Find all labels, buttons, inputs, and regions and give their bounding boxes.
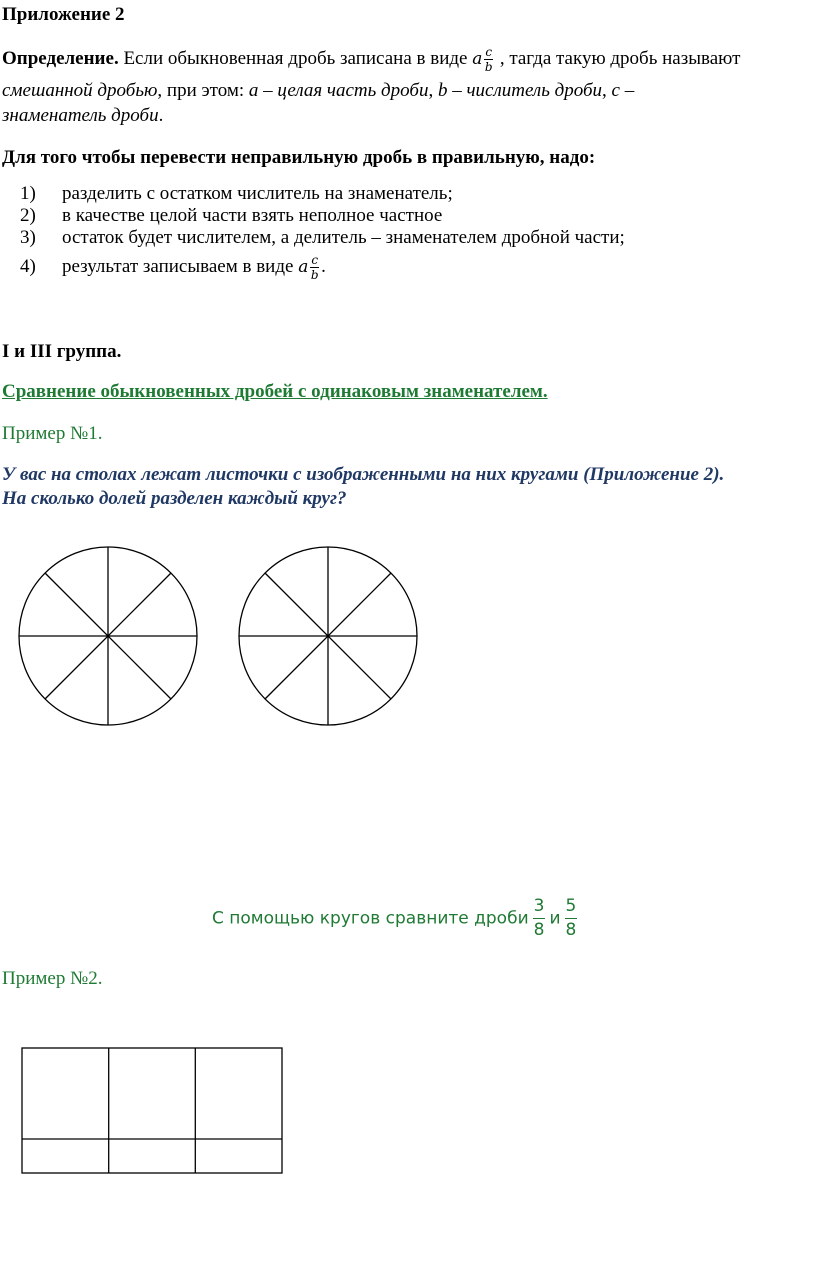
definition-sep-2: , [602, 80, 612, 101]
fraction-3-8 [533, 898, 546, 939]
example-1-question-line-1: У вас на столах лежат листочки с изображенными на них кругами (Приложение 2). [2, 464, 725, 485]
list-item [20, 183, 625, 205]
definition-term: смешанной дробью [2, 80, 158, 101]
definition-text-3: , при этом: [157, 80, 249, 101]
grid-outline [22, 1048, 282, 1173]
definition-b-desc: b – числитель дроби [437, 80, 603, 101]
step-text: в качестве целой части взять неполное частное [62, 205, 443, 226]
list-item [20, 205, 625, 227]
fraction-numerator: c [311, 253, 319, 268]
definition-end: . [158, 105, 164, 126]
definition-sep-1: , [428, 80, 438, 101]
fraction-denominator: b [310, 268, 319, 283]
step-end: . [321, 256, 326, 277]
fraction-5-8 [565, 898, 578, 939]
compare-text: С помощью кругов сравните дроби [212, 908, 529, 929]
list-item [20, 249, 625, 285]
definition-line-2 [2, 80, 634, 102]
fraction-denominator: b [484, 60, 493, 74]
fraction-numerator: 3 [533, 898, 546, 919]
definition-line-1 [2, 46, 740, 73]
steps-list [20, 183, 625, 285]
fraction-denominator: 8 [565, 920, 577, 940]
fraction-denominator: 8 [533, 920, 545, 940]
step-number: 2) [20, 205, 36, 226]
mixed-fraction-whole: a [298, 257, 309, 277]
step-text: результат записываем в виде [62, 256, 299, 277]
definition-line-3 [2, 105, 163, 127]
definition-c-desc-cont: знаменатель дроби [2, 105, 159, 126]
compare-line [212, 898, 581, 939]
section-title: Сравнение обыкновенных дробей с одинаковым знаменателем. [2, 381, 548, 402]
mixed-fraction-whole: a [472, 48, 483, 69]
circle-1 [19, 547, 197, 725]
list-item [20, 227, 625, 249]
fraction-numerator: c [485, 45, 493, 59]
example-1-label: Пример №1. [2, 423, 103, 444]
fraction-numerator: 5 [565, 898, 578, 919]
definition-c-desc: c – [611, 80, 635, 101]
example-1-question-line-2: На сколько долей разделен каждый круг? [2, 488, 347, 509]
mixed-fraction-part [310, 254, 319, 281]
step-number: 4) [20, 256, 36, 277]
definition-text-1: Если обыкновенная дробь записана в виде [118, 47, 473, 69]
step-number: 1) [20, 183, 36, 204]
mixed-fraction-part [484, 46, 493, 73]
circle-2 [239, 547, 417, 725]
example-2-label: Пример №2. [2, 968, 103, 989]
definition-label: Определение. [2, 47, 119, 69]
rule-heading: Для того чтобы перевести неправильную дробь в правильную, надо: [2, 147, 596, 168]
compare-conj: и [549, 908, 561, 929]
step-text: остаток будет числителем, а делитель – знаменателем дробной части; [62, 227, 625, 248]
definition-text-2: , тагда такую дробь называют [495, 47, 741, 69]
group-heading: I и III группа. [2, 341, 122, 362]
circles-figure [0, 530, 430, 750]
step-number: 3) [20, 227, 36, 248]
grid-figure [20, 1047, 284, 1175]
step-text: разделить с остатком числитель на знаменатель; [62, 183, 453, 204]
page-title: Приложение 2 [2, 4, 125, 25]
definition-a-desc: a – целая часть дроби [248, 80, 429, 101]
